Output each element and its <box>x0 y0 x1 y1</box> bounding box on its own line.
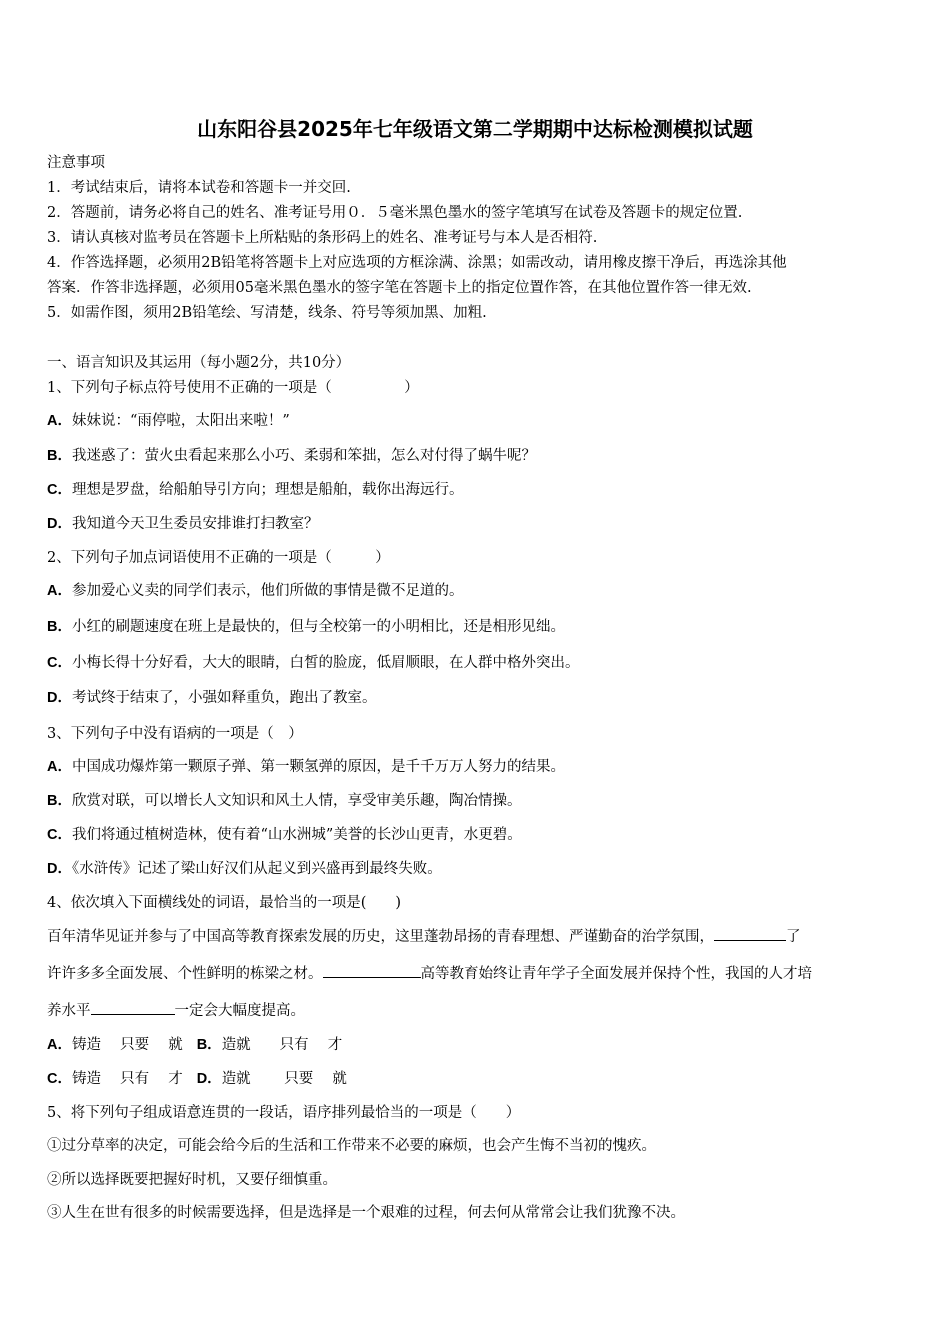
notice-item-1: 1．考试结束后，请将本试卷和答题卡一并交回. <box>47 180 351 196</box>
q4-blank-1 <box>714 926 786 941</box>
q1-option-a: A．妹妹说：“雨停啦，太阳出来啦！” <box>47 413 290 429</box>
q2-option-c: C．小梅长得十分好看，大大的眼睛，白皙的脸庞，低眉顺眼，在人群中格外突出。 <box>47 655 580 671</box>
q4-options-row-2: C．铸造 只有 才 D．造就 只要 就 <box>47 1071 347 1087</box>
q5-item-2: ②所以选择既要把握好时机，又要仔细慎重。 <box>47 1172 337 1188</box>
notice-heading: 注意事项 <box>47 155 105 171</box>
q2-option-b: B．小红的刷题速度在班上是最快的，但与全校第一的小明相比，还是相形见绌。 <box>47 619 565 635</box>
q1-option-d: D．我知道今天卫生委员安排谁打扫教室？ <box>47 516 319 532</box>
notice-item-4: 4．作答选择题，必须用2B铅笔将答题卡上对应选项的方框涂满、涂黑；如需改动，请用橡皮擦干净后，再选涂其他 <box>47 255 787 271</box>
q3-option-c: C．我们将通过植树造林，使有着“山水洲城”美誉的长沙山更青，水更碧。 <box>47 827 522 843</box>
notice-item-5: 5．如需作图，须用2B铅笔绘、写清楚，线条、符号等须加黑、加粗. <box>47 305 487 321</box>
q4-passage-line-1: 百年清华见证并参与了中国高等教育探索发展的历史，这里蓬勃昂扬的青春理想、严谨勤奋的治学氛围， 了 <box>47 925 801 946</box>
q4-passage-line-2: 许许多多全面发展、个性鲜明的栋梁之材。 高等教育始终让青年学子全面发展并保持个性，我国的人才培 <box>47 962 812 983</box>
q3-option-d: D．《水浒传》记述了梁山好汉们从起义到兴盛再到最终失败。 <box>47 861 442 877</box>
q2-stem: 2、下列句子加点词语使用不正确的一项是（ ） <box>47 550 390 566</box>
section-heading: 一、语言知识及其运用（每小题2分，共10分） <box>47 355 351 371</box>
notice-item-3: 3．请认真核对监考员在答题卡上所粘贴的条形码上的姓名、准考证号与本人是否相符. <box>47 230 598 246</box>
exam-title: 山东阳谷县2025年七年级语文第二学期期中达标检测模拟试题 <box>197 117 753 141</box>
q5-item-1: ①过分草率的决定，可能会给今后的生活和工作带来不必要的麻烦，也会产生悔不当初的愧疚。 <box>47 1138 656 1154</box>
notice-item-4-cont: 答案．作答非选择题，必须用05毫米黑色墨水的签字笔在答题卡上的指定位置作答，在其他位置作答一律无效. <box>47 280 752 296</box>
q2-option-d: D．考试终于结束了，小强如释重负，跑出了教室。 <box>47 690 377 706</box>
q4-blank-2 <box>323 963 421 978</box>
q4-stem: 4、依次填入下面横线处的词语，最恰当的一项是( ) <box>47 895 402 911</box>
q1-option-b: B．我迷惑了：萤火虫看起来那么小巧、柔弱和笨拙，怎么对付得了蜗牛呢？ <box>47 448 536 464</box>
q3-option-b: B．欣赏对联，可以增长人文知识和风土人情，享受审美乐趣，陶冶情操。 <box>47 793 522 809</box>
q3-option-a: A．中国成功爆炸第一颗原子弹、第一颗氢弹的原因，是千千万万人努力的结果。 <box>47 759 565 775</box>
q4-blank-3 <box>91 1000 175 1015</box>
q5-stem: 5、将下列句子组成语意连贯的一段话，语序排列最恰当的一项是（ ） <box>47 1105 521 1121</box>
q3-stem: 3、下列句子中没有语病的一项是（ ） <box>47 726 303 742</box>
q4-passage-line-3: 养水平 一定会大幅度提高。 <box>47 999 305 1020</box>
q4-options-row-1: A．铸造 只要 就 B．造就 只有 才 <box>47 1037 343 1053</box>
q1-option-c: C．理想是罗盘，给船舶导引方向；理想是船舶，载你出海远行。 <box>47 482 464 498</box>
q2-option-a: A．参加爱心义卖的同学们表示，他们所做的事情是微不足道的。 <box>47 583 464 599</box>
notice-item-2: 2．答题前，请务必将自己的姓名、准考证号用０．５毫米黑色墨水的签字笔填写在试卷及答题卡的规定位置. <box>47 205 743 221</box>
q5-item-3: ③人生在世有很多的时候需要选择，但是选择是一个艰难的过程，何去何从常常会让我们犹豫不决。 <box>47 1205 685 1221</box>
q1-stem: 1、下列句子标点符号使用不正确的一项是（ ） <box>47 380 419 396</box>
